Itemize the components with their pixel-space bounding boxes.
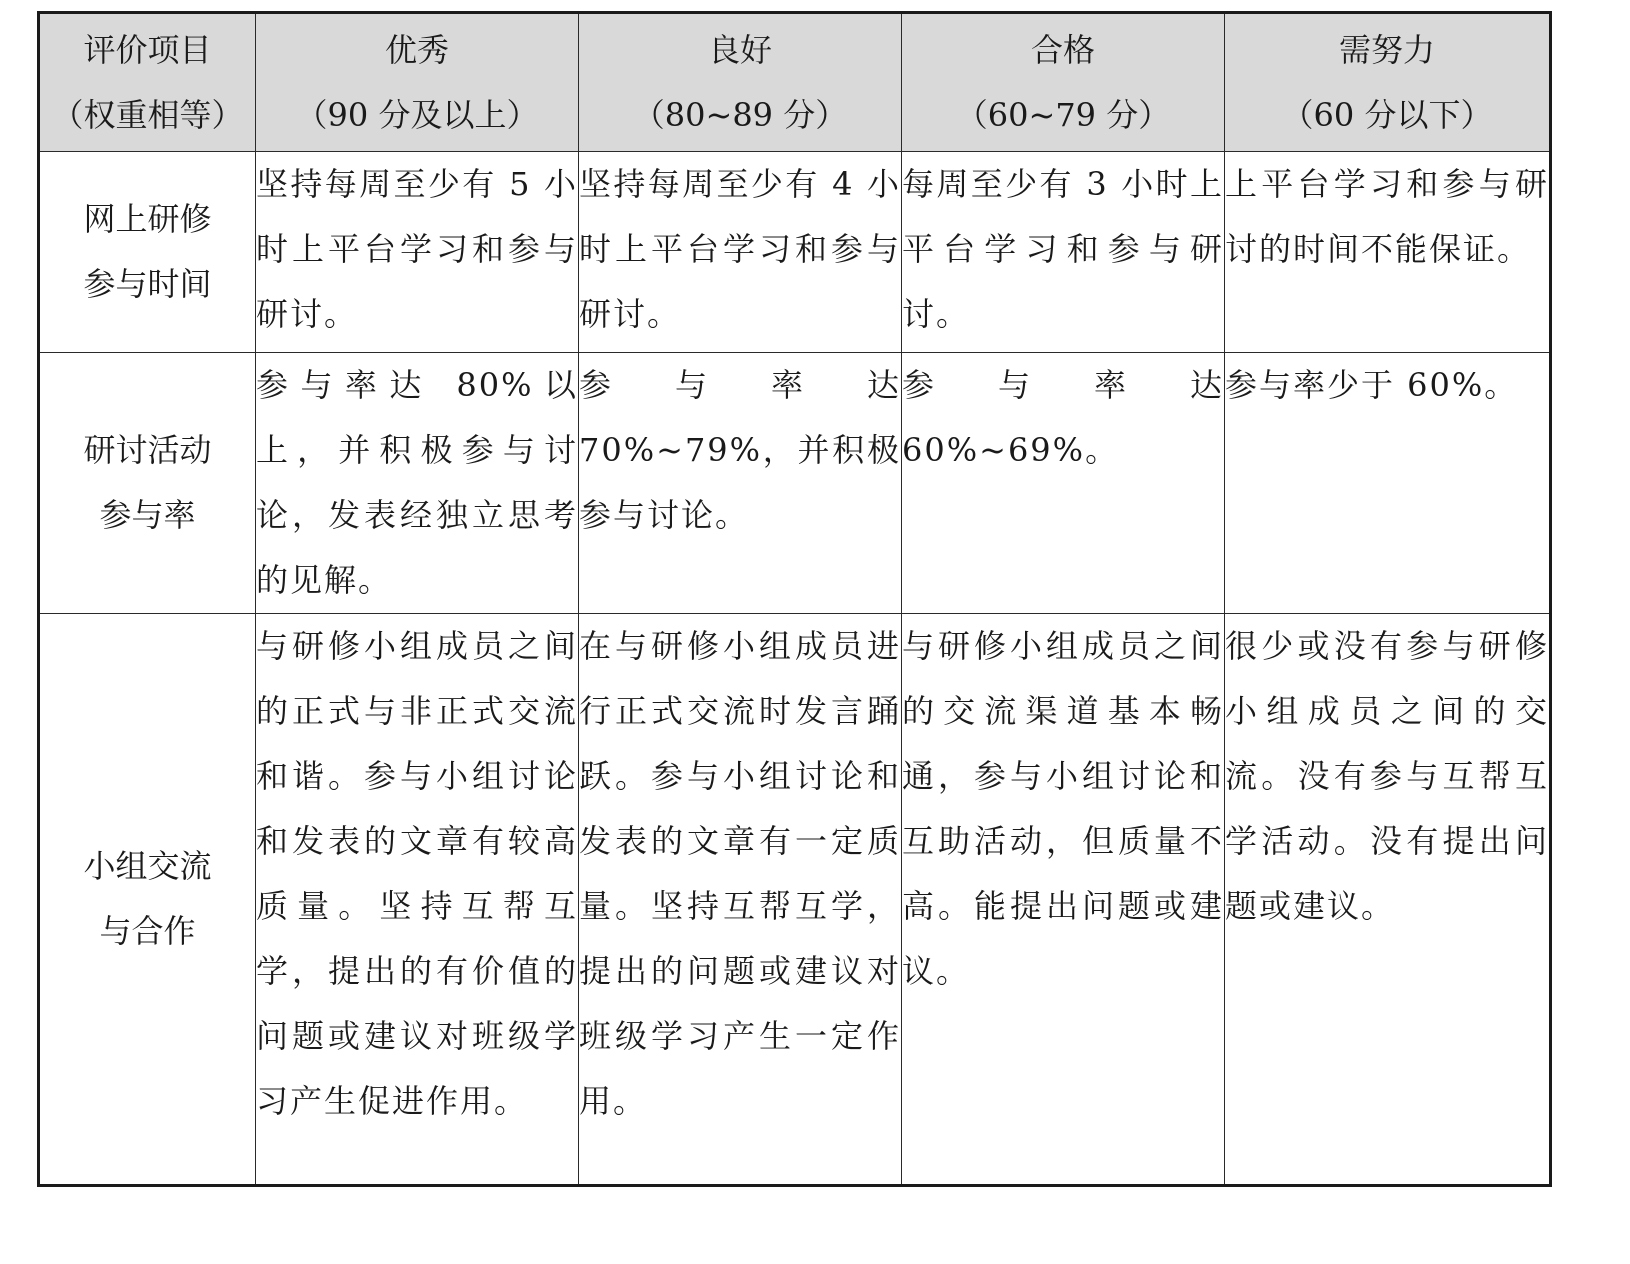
cell-good: 坚持每周至少有 4 小时上平台学习和参与研讨。 <box>579 152 902 353</box>
cell-needs-work: 上平台学习和参与研讨的时间不能保证。 <box>1225 152 1551 353</box>
header-good-range: （80~89 分） <box>632 95 848 134</box>
header-needs-work <box>1225 13 1551 152</box>
cell-good: 参与率达 70%~79%，并积极参与讨论。 <box>579 353 902 614</box>
cell-needs-work: 很少或没有参与研修小组成员之间的交流。没有参与互帮互学活动。没有提出问题或建议。 <box>1225 614 1551 1186</box>
header-item-title: 评价项目 <box>83 30 212 69</box>
header-pass <box>902 13 1225 152</box>
cell-needs-work: 参与率少于 60%。 <box>1225 353 1551 614</box>
header-needs-work-range: （60 分以下） <box>1281 95 1493 134</box>
cell-excellent: 参与率达 80%以上，并积极参与讨论，发表经独立思考的见解。 <box>256 353 579 614</box>
cell-excellent: 与研修小组成员之间的正式与非正式交流和谐。参与小组讨论和发表的文章有较高质量。坚持互帮互学，提出的有价值的问题或建议对班级学习产生促进作用。 <box>256 614 579 1186</box>
cell-pass: 每周至少有 3 小时上平台学习和参与研讨。 <box>902 152 1225 353</box>
table-row <box>39 614 1551 1186</box>
header-excellent-range: （90 分及以上） <box>295 95 539 134</box>
header-good-title: 良好 <box>707 30 772 69</box>
row-item-online-time: 网上研修 参与时间 <box>39 152 256 353</box>
evaluation-rubric-table <box>37 11 1552 1187</box>
header-good <box>579 13 902 152</box>
row-item-participation-rate: 研讨活动 参与率 <box>39 353 256 614</box>
cell-good: 在与研修小组成员进行正式交流时发言踊跃。参与小组讨论和发表的文章有一定质量。坚持互帮互学，提出的问题或建议对班级学习产生一定作用。 <box>579 614 902 1186</box>
header-row <box>39 13 1551 152</box>
table-row <box>39 152 1551 353</box>
cell-excellent: 坚持每周至少有 5 小时上平台学习和参与研讨。 <box>256 152 579 353</box>
header-excellent-title: 优秀 <box>384 30 449 69</box>
table-row <box>39 353 1551 614</box>
header-pass-range: （60~79 分） <box>955 95 1171 134</box>
cell-pass: 与研修小组成员之间的交流渠道基本畅通，参与小组讨论和互助活动，但质量不高。能提出问题或建议。 <box>902 614 1225 1186</box>
header-evaluation-item <box>39 13 256 152</box>
header-pass-title: 合格 <box>1030 30 1095 69</box>
header-item-note: （权重相等） <box>51 95 244 134</box>
cell-pass: 参与率达 60%~69%。 <box>902 353 1225 614</box>
header-needs-work-title: 需努力 <box>1338 30 1435 69</box>
row-item-group-collaboration: 小组交流 与合作 <box>39 614 256 1186</box>
header-excellent <box>256 13 579 152</box>
